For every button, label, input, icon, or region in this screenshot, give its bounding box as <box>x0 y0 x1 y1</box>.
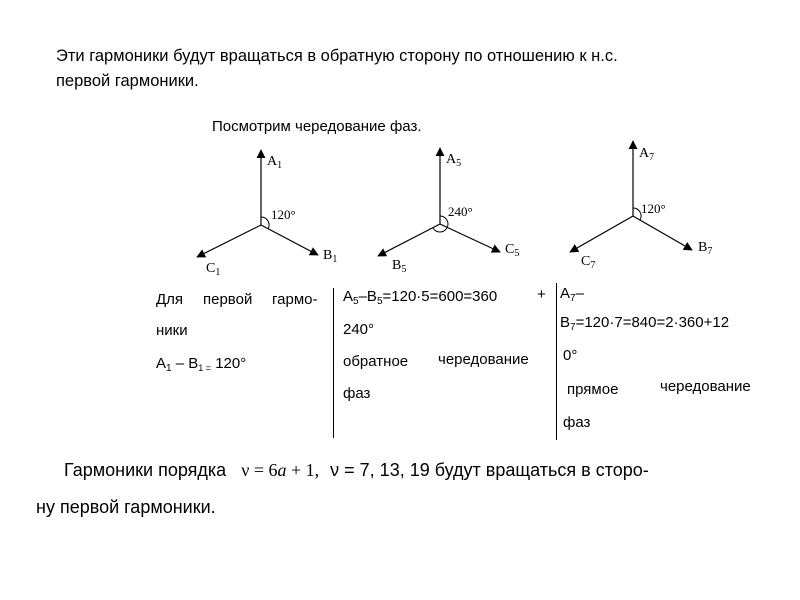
label-b1: $B_1$ <box>323 248 338 265</box>
col3-line4-left: прямое <box>567 381 619 398</box>
column-divider-1 <box>333 288 334 438</box>
vector-b7 <box>633 216 692 250</box>
vector-c7 <box>570 216 633 252</box>
col3-line1: $A_7-$ <box>560 285 584 304</box>
intro-line-1: Эти гармоники будут вращаться в обратную сторону по отношению к н.с. <box>56 47 618 65</box>
col3-line3: 0° <box>563 347 578 364</box>
col1-line2: ники <box>156 322 188 339</box>
intro-line-2: первой гармоники. <box>56 72 199 90</box>
label-b5: $B_5$ <box>392 258 407 275</box>
vector-b1 <box>261 225 318 255</box>
col3-line2: $B_7=120\cdot 7=840=2\cdot 360+12$ <box>560 314 730 333</box>
col2-line4: фаз <box>343 385 371 402</box>
col1-line1-right: гармо- <box>272 291 318 308</box>
col2-line2: 240° <box>343 321 375 338</box>
angle-label-2: 240° <box>448 204 473 219</box>
col3-line4-right: чередование <box>660 378 751 395</box>
phasor-diagram-2 <box>378 148 519 275</box>
bottom-line-2: ну первой гармоники. <box>36 497 216 517</box>
label-a5: $A_5$ <box>446 152 462 169</box>
label-c5: $C_5$ <box>505 242 520 259</box>
col2-line1: $A_5-B_5=120\cdot 5=600=360$ <box>343 288 498 307</box>
label-a7: $A_7$ <box>639 146 655 163</box>
vector-b5 <box>378 224 440 256</box>
subtitle: Посмотрим чередование фаз. <box>212 118 422 135</box>
vector-c5 <box>440 224 500 252</box>
col1-line3: $A_1 - B_{1 =}$ 120° <box>156 355 247 374</box>
angle-label-3: 120° <box>641 201 666 216</box>
label-c7: $C_7$ <box>581 254 596 271</box>
col1-line1-mid: первой <box>203 291 253 308</box>
formula: ν = 6a + 1, <box>241 460 320 480</box>
col2-line3-left: обратное <box>343 353 409 370</box>
col2-line1-plus: + <box>537 286 546 303</box>
column-divider-2 <box>556 283 557 440</box>
label-c1: $C_1$ <box>206 261 221 278</box>
col1-line1-left: Для <box>156 291 184 308</box>
angle-label-1: 120° <box>271 207 296 222</box>
col2-line3-right: чередование <box>438 351 529 368</box>
phasor-diagram-1 <box>197 150 337 278</box>
bottom-line-1: Гармоники порядка ν = 6a + 1, ν = 7, 13, 19 будут вращаться в сторо- <box>64 460 649 480</box>
vector-c1 <box>197 225 261 257</box>
label-a1: $A_1$ <box>267 154 283 171</box>
label-b7: $B_7$ <box>698 240 713 257</box>
col3-line5: фаз <box>563 414 591 431</box>
phasor-diagram-3 <box>570 141 712 271</box>
